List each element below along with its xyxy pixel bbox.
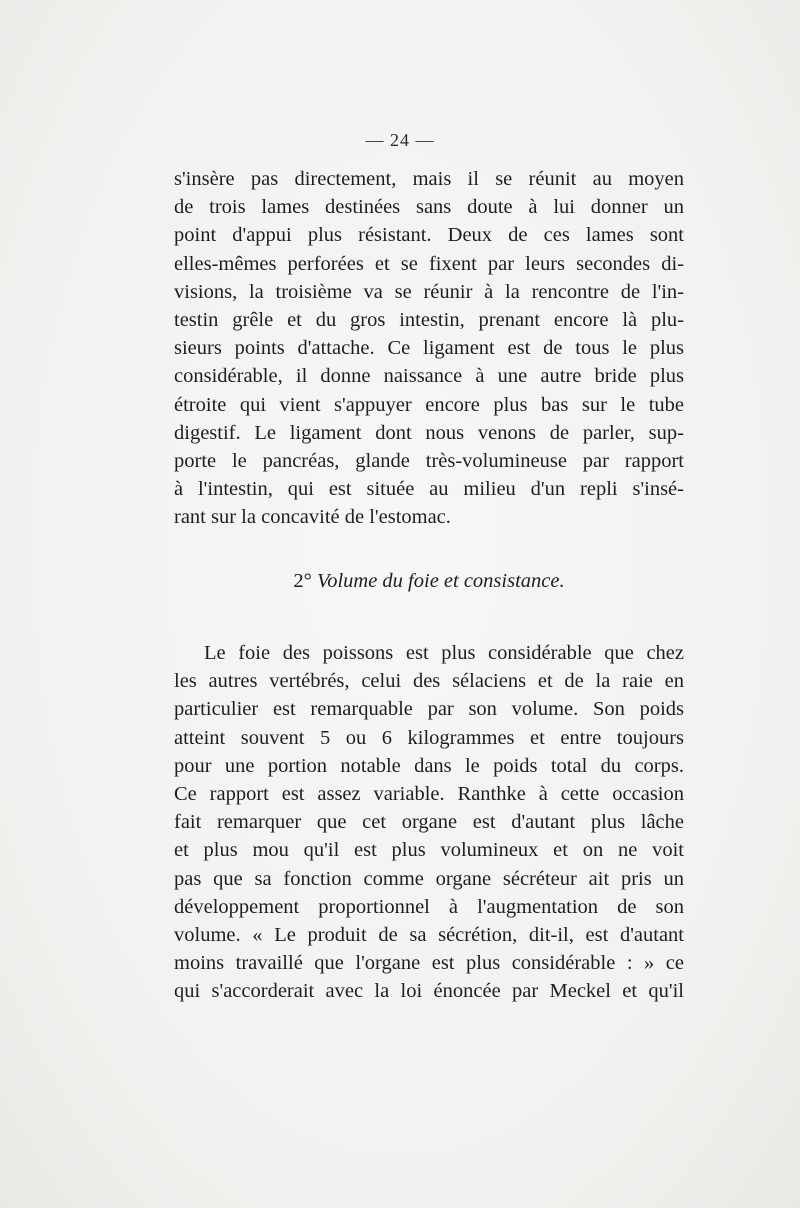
text-line: elles-mêmes perforées et se fixent par leurs secondes di- <box>174 252 684 275</box>
text-line: les autres vertébrés, celui des sélaciens et de la raie en <box>174 670 684 693</box>
paragraph-liver-volume <box>174 639 684 1005</box>
section-number: 2° <box>293 570 312 592</box>
text-line: Ce rapport est assez variable. Ranthke à cette occasion <box>174 782 684 805</box>
section-title: Volume du foie et consistance. <box>316 570 565 592</box>
text-line: considérable, il donne naissance à une autre bride plus <box>174 365 684 388</box>
text-line: pas que sa fonction comme organe sécréteur ait pris un <box>174 867 684 890</box>
text-line: pour une portion notable dans le poids total du corps. <box>174 754 684 777</box>
text-line: volume. « Le produit de sa sécrétion, dit-il, est d'autant <box>174 923 684 946</box>
text-line: moins travaillé que l'organe est plus considérable : » ce <box>174 952 684 975</box>
text-line: Le foie des poissons est plus considérable que chez <box>204 642 684 664</box>
text-line: de trois lames destinées sans doute à lui donner un <box>174 196 684 219</box>
text-line: sieurs points d'attache. Ce ligament est de tous le plus <box>174 337 684 360</box>
text-line: rant sur la concavité de l'estomac. <box>174 506 451 529</box>
page-number: — 24 — <box>365 130 435 150</box>
paragraph-continued <box>174 165 684 531</box>
text-line: développement proportionnel à l'augmentation de son <box>174 895 684 918</box>
text-line: atteint souvent 5 ou 6 kilogrammes et entre toujours <box>174 726 684 749</box>
text-line: fait remarquer que cet organe est d'autant plus lâche <box>174 811 684 834</box>
text-line: point d'appui plus résistant. Deux de ces lames sont <box>174 224 684 247</box>
text-line: testin grêle et du gros intestin, prenant encore là plu- <box>174 308 684 331</box>
text-line: visions, la troisième va se réunir à la rencontre de l'in- <box>174 280 684 303</box>
text-line: particulier est remarquable par son volume. Son poids <box>174 698 684 721</box>
text-line: et plus mou qu'il est plus volumineux et on ne voit <box>174 839 684 862</box>
section-heading <box>174 570 684 593</box>
text-line: s'insère pas directement, mais il se réunit au moyen <box>174 168 684 190</box>
text-line: étroite qui vient s'appuyer encore plus bas sur le tube <box>174 393 684 416</box>
text-line: porte le pancréas, glande très-volumineuse par rapport <box>174 449 684 472</box>
text-line: qui s'accorderait avec la loi énoncée par Meckel et qu'il <box>174 980 684 1003</box>
text-line: à l'intestin, qui est située au milieu d'un repli s'insé- <box>174 478 684 501</box>
text-line: digestif. Le ligament dont nous venons de parler, sup- <box>174 421 684 444</box>
